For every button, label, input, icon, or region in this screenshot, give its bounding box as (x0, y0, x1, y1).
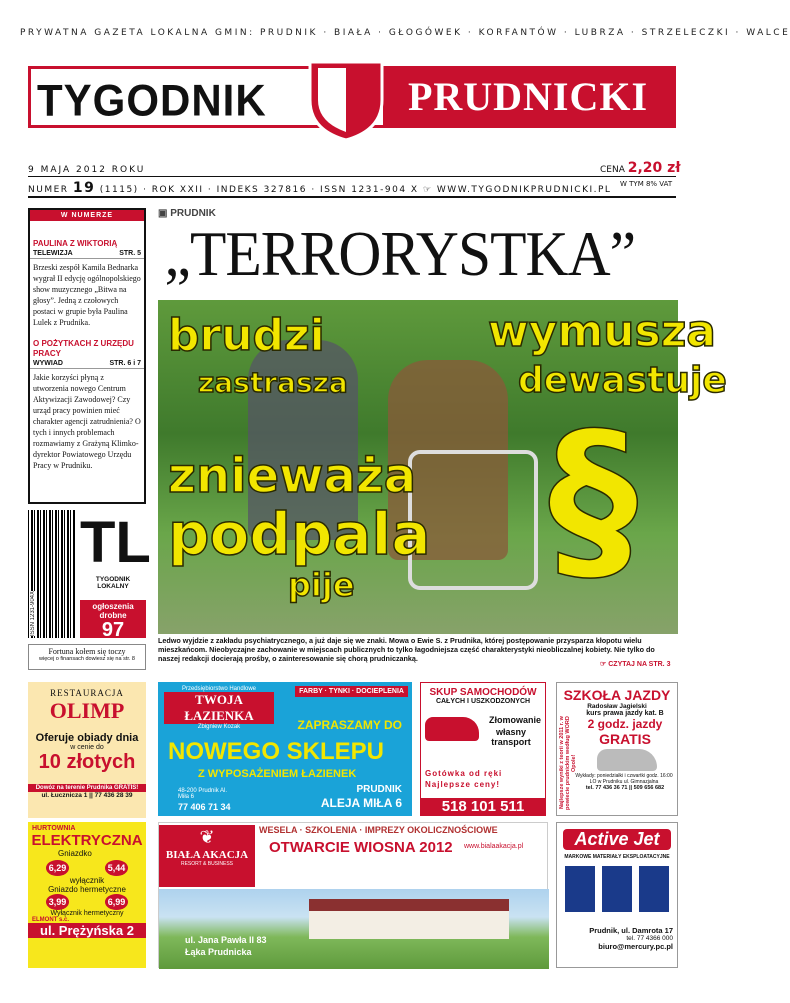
ad-active-jet[interactable] (556, 822, 678, 968)
ad-text: Najlepsze ceny! (425, 780, 501, 789)
ad-text: ELMONT s.c. (32, 917, 70, 923)
ad-text: w cenie do (70, 744, 104, 751)
numer-label: NUMER (28, 185, 69, 195)
ad-text: Wyłącznik hermetyczny (50, 910, 124, 917)
read-more-label: CZYTAJ NA STR. 3 (608, 661, 671, 668)
masthead-left: TYGODNIK (37, 75, 267, 126)
section-label: ▣ PRUDNIK (158, 208, 216, 219)
ad-text: RESTAURACJA (50, 688, 124, 698)
building (309, 899, 509, 939)
ad-text: biuro@mercury.pc.pl (598, 942, 673, 951)
section-name: PRUDNIK (170, 208, 216, 219)
ad-phone: 518 101 511 (421, 798, 545, 815)
ad-text: ZAPRASZAMY DO (297, 718, 402, 732)
sidebar-section-name: TELEWIZJA (33, 250, 73, 257)
ad-skup-samochodow[interactable] (420, 682, 546, 816)
cartridge-box (602, 866, 632, 912)
ad-text: ul. Jana Pawła II 83 (185, 935, 267, 945)
ad-text: MARKOWE MATERIAŁY EKSPLOATACYJNE (564, 854, 670, 860)
sidebar-item-section (30, 249, 144, 259)
ad-title: ELEKTRYCZNA (31, 832, 143, 849)
divider (28, 176, 676, 177)
ad-text: Oferuje obiady dnia (35, 732, 139, 744)
sidebar-item-title[interactable]: O POŻYTKACH Z URZĘDU PRACY (33, 339, 134, 358)
sidebar-item-section (30, 359, 144, 369)
ad-title: BIAŁA AKACJA (165, 849, 249, 861)
sidebar-page-ref: STR. 6 i 7 (109, 360, 141, 367)
ad-text: ALEJA MIŁA 6 (320, 796, 402, 810)
ad-text: tel. 77 4366 000 (626, 935, 673, 942)
read-more-link[interactable]: ☞ CZYTAJ NA STR. 3 (600, 661, 671, 668)
overlay-word: wymusza (488, 306, 716, 357)
ad-title: SKUP SAMOCHODÓW (429, 687, 537, 698)
ad-text: Wykłady: poniedziałki i czwartki godz. 16:00 LO w Prudniku ul. Gimnazjalna (575, 773, 673, 785)
in-this-issue-box (28, 208, 146, 504)
issue-date: 9 MAJA 2012 ROKU (28, 165, 146, 175)
overlay-word: pije (288, 566, 355, 604)
barcode (28, 510, 76, 638)
ad-text: Łąka Prudnicka (185, 947, 252, 957)
main-photo (158, 300, 727, 634)
tl-logo (80, 510, 151, 598)
classifieds-label: ogłoszenia drobne (92, 602, 134, 620)
sidebar-header: W NUMERZE (30, 210, 144, 221)
price-tag: 5,44 (105, 860, 129, 876)
price-tag: 6,29 (46, 860, 70, 876)
paragraph-sign-icon: § (548, 395, 638, 604)
ad-text: tel. 77 436 36 71 || 509 656 682 (585, 785, 665, 791)
ad-text: Zbigniew Kozak (197, 724, 241, 730)
ad-text: RESORT & BUSINESS (180, 861, 234, 867)
price-tag: 3,99 (46, 894, 70, 910)
ad-text: ul. Prężyńska 2 (28, 923, 146, 938)
sidebar-page-ref: STR. 5 (119, 250, 141, 257)
ad-text: 77 406 71 34 (178, 802, 231, 812)
sidebar-section-name: WYWIAD (33, 360, 63, 367)
overlay-word: zastrasza (198, 366, 348, 399)
ad-text: 48-200 Prudnik Al. Miła 6 (178, 788, 228, 800)
ad-olimp[interactable] (28, 682, 146, 818)
ad-text: Radosław Jagielski (587, 703, 647, 710)
ad-text: własny transport (491, 727, 531, 747)
ad-text: Najlepsze wyniki z teorii w 2011 r. w powiecie prudnickim według WORD Opole! (559, 716, 577, 810)
ad-title: OLIMP (49, 698, 125, 723)
ad-title: OTWARCIE WIOSNA 2012 (269, 839, 453, 856)
masthead-right: PRUDNICKI (383, 69, 673, 125)
fortuna-title: Fortuna kołem się toczy (48, 647, 126, 656)
tl-mark: TL (80, 510, 151, 575)
price-tag: 6,99 (105, 894, 129, 910)
tl-label: TYGODNIK LOKALNY (95, 576, 131, 590)
issue-details: · ROK XXII · INDEKS 327816 · ISSN 1231-904 X (143, 185, 419, 195)
ad-text: kurs prawa jazdy kat. B (586, 710, 664, 717)
ad-title: Active Jet (563, 829, 671, 850)
ad-twoja-lazienka[interactable] (158, 682, 412, 816)
ad-title: SZKOŁA JAZDY (563, 687, 671, 703)
price-value: 2,20 zł (627, 160, 681, 176)
cartridges (561, 866, 673, 912)
ad-title: GRATIS (599, 731, 651, 747)
ad-text: HURTOWNIA (32, 825, 76, 832)
sidebar-item-text: Brzeski zespół Kamila Bednarka wygrał II edycję ogólnopolskiego show muzycznego „Bitwa na głosy”. Jedną z czołowych postaci w grupie była Paulina Lulek z Prudnika. (33, 263, 141, 327)
barcode-text: ISSN 1231-904X (30, 590, 36, 636)
tagline: PRYWATNA GAZETA LOKALNA GMIN: PRUDNIK · BIAŁA · GŁOGÓWEK · KORFANTÓW · LUBRZA · STRZELECZKI · WALCE (20, 28, 790, 38)
fortuna-box[interactable] (28, 644, 146, 670)
ad-text: Dowóz na terenie Prudnika GRATIS! (28, 784, 146, 792)
lead-paragraph: Ledwo wyjdzie z zakładu psychiatrycznego, a już daje się we znaki. Mowa o Ewie S. z Prudnika, której postępowanie przysparza kłopotu wielu mieszkańcom. Nieobyczajne zachowanie w miejscach publicznych to tylko łagodniejsza część charakterystyki nieobliczalnej kobiety. Nie tylko do naszej redakcji docierają prośby, o zainteresowanie się chorą prudniczanką. (158, 636, 655, 663)
biala-logo (159, 825, 255, 887)
ad-text: Gniazdko (58, 849, 92, 858)
overlay-word: dewastuje (518, 360, 727, 401)
ad-text: Przedsiębiorstwo Handlowe (181, 686, 257, 692)
divider (28, 196, 676, 198)
car-icon (597, 749, 657, 771)
ad-text: Złomowanie (488, 715, 541, 725)
issue-line (28, 180, 611, 196)
price-label: CENA (600, 165, 625, 175)
sidebar-item-title[interactable]: PAULINA Z WIKTORIĄ (33, 239, 118, 248)
ad-szkola-jazdy[interactable] (556, 682, 678, 816)
overlay-word: znieważa (168, 448, 417, 504)
ad-title: 10 złotych (38, 751, 136, 773)
ad-text: CAŁYCH I USZKODZONYCH (435, 698, 531, 705)
website-link[interactable]: WWW.TYGODNIKPRUDNICKI.PL (436, 185, 612, 195)
ad-text: WESELA · SZKOLENIA · IMPREZY OKOLICZNOŚCIOWE (259, 825, 498, 835)
cartridge-box (565, 866, 595, 912)
coat-of-arms-icon (308, 60, 384, 142)
ad-text: Prudnik, ul. Damrota 17 (589, 926, 673, 935)
classifieds-box[interactable] (80, 600, 146, 641)
ad-hurtownia[interactable] (28, 822, 146, 968)
ad-text: wyłącznik (69, 876, 105, 885)
cartridge-box (639, 866, 669, 912)
ad-text: Gniazdo hermetyczne (48, 885, 126, 894)
ad-title: TWOJA ŁAZIENKA (164, 692, 274, 724)
ad-text: ul. Łucznicza 1 || 77 436 28 39 (41, 792, 133, 799)
numer-value: 19 (72, 180, 96, 196)
ad-text: 2 godz. jazdy (587, 717, 663, 731)
ad-link[interactable]: www.bialaakacja.pl (464, 843, 524, 850)
price-box (600, 160, 681, 176)
ad-text: Gotówka od ręki (425, 769, 503, 778)
car-icon (425, 717, 479, 741)
classifieds-page: 97 (101, 619, 125, 641)
ad-title: NOWEGO SKLEPU (168, 738, 385, 765)
sidebar-item-text: Jakie korzyści płyną z utworzenia nowego Centrum Aktywizacji Zawodowej? Czy urząd pracy powinien mieć charakter agencji zatrudnienia? O tych i innych problemach rozmawiamy z Grażyną Klimko-dyrektor Powiatowego Urzędu Pracy w Prudniku. (33, 373, 141, 470)
hand-icon: ☞ (422, 185, 433, 195)
ad-text: FARBY · TYNKI · DOCIEPLENIA (295, 686, 408, 697)
fortuna-sub: więcej o finansach dowiesz się na str. 8 (39, 656, 135, 662)
vat-note: W TYM 8% VAT (620, 180, 673, 188)
headline: „TERRORYSTKA” (164, 218, 636, 289)
leaf-icon: ❦ (199, 827, 215, 847)
overlay-word: brudzi (168, 310, 325, 361)
overlay-word: podpala (168, 500, 431, 568)
numer-total: (1115) (99, 185, 139, 195)
resort-photo (159, 889, 549, 969)
ad-text: Z WYPOSAŻENIEM ŁAZIENEK (198, 768, 357, 780)
ad-biala-akacja[interactable] (158, 822, 548, 968)
ad-text: PRUDNIK (356, 784, 402, 795)
